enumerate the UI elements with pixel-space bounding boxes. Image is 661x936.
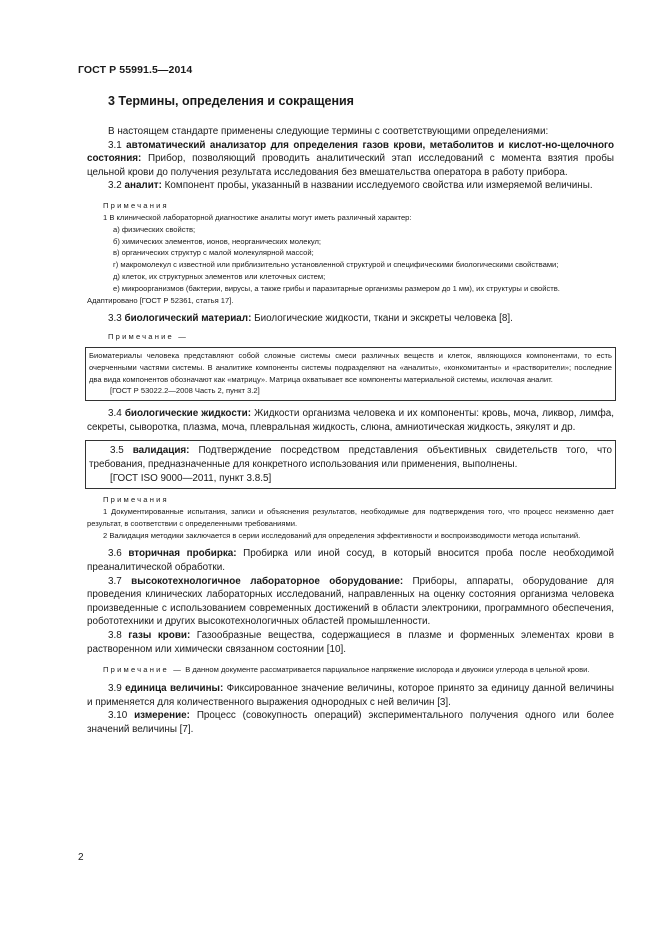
term-name: единица величины: [125, 683, 224, 695]
note-subitem: д) клеток, их структурных элементов или клеточных систем; [113, 271, 326, 281]
note-adapted: Адаптировано [ГОСТ Р 52361, статья 17]. [87, 295, 234, 305]
term-name: измерение: [134, 710, 190, 722]
note-subitem: б) химических элементов, ионов, неорганических молекул; [113, 236, 322, 246]
term-3-8 [87, 629, 614, 656]
term-3-6 [87, 547, 614, 574]
notes-title: Примечания [103, 200, 169, 210]
definition-box [85, 440, 616, 489]
term-definition: Биологические жидкости, ткани и экскреты человека [8]. [254, 313, 513, 325]
note-text: Биоматериалы человека представляют собой сложные системы смеси различных веществ и клеток, являющихся компонентами, то есть очерченными частями системы. В аналитике компоненты системы подразделяют на «аналиты», «конкомитанты» и «растворители»; последние два вида компонентов обозначают как «матрицу». Матрица охватывает все компоненты материальной системы, исключая аналит. [89, 350, 612, 384]
term-number: 3.2 [108, 180, 122, 192]
intro-paragraph: В настоящем стандарте применены следующие термины с соответствующими определениями: [108, 126, 549, 137]
term-3-5 [89, 444, 612, 471]
note-title: Примечание — [103, 665, 184, 675]
term-name: биологические жидкости: [124, 408, 252, 420]
term-number: 3.4 [108, 408, 122, 420]
term-reference: [ГОСТ ISO 9000—2011, пункт 3.8.5] [110, 472, 272, 484]
page-content [87, 94, 614, 736]
term-number: 3.3 [108, 313, 122, 325]
term-number: 3.7 [108, 575, 122, 587]
note-subitem: а) физических свойств; [113, 224, 196, 234]
term-number: 3.5 [110, 445, 124, 457]
page-number: 2 [78, 852, 84, 863]
term-name: аналит: [124, 180, 162, 192]
term-3-3 [87, 312, 614, 326]
term-definition: Фиксированное значение величины, которое принято за единицу данной величины и применяется для количественного выражения однородных с ней величин [3]. [87, 683, 614, 708]
term-name: вторичная пробирка: [128, 548, 237, 560]
term-3-2 [87, 179, 614, 193]
term-definition: Жидкости организма человека и их компоненты: кровь, моча, ликвор, лимфа, секреты, сыворотка, плазма, моча, плевральная жидкость, слюна, амниотическая жидкость, эякулят и др. [87, 408, 615, 433]
note-subitem: г) макромолекул с известной или приблизительно установленной структурой и специфическими биологическими свойствами; [113, 260, 559, 270]
note-3-8 [87, 664, 614, 676]
note-text: В данном документе рассматривается парциальное напряжение кислорода и двуокиси углерода в цельной крови. [185, 665, 590, 675]
term-definition: Прибор, позволяющий проводить аналитический этап исследований с момента взятия пробы цельной крови до получения результата исследования без вмешательства оператора в работу прибора. [87, 153, 614, 178]
term-name: газы крови: [128, 630, 191, 642]
term-number: 3.10 [108, 710, 128, 722]
term-definition: Компонент пробы, указанный в названии исследуемого свойства или измеряемой величины. [164, 180, 593, 192]
term-definition: Газообразные вещества, содержащиеся в плазме и форменных элементах крови в растворенном или химически связанном состоянии [10]. [87, 630, 614, 655]
term-number: 3.9 [108, 683, 122, 695]
term-definition: Процесс (совокупность операций) экспериментального получения одного или более значений величины [7]. [87, 710, 614, 735]
note-item: 1 В клинической лабораторной диагностике аналиты могут иметь различный характер: [103, 212, 412, 222]
term-name: высокотехнологичное лабораторное оборудование: [131, 575, 404, 587]
term-3-10 [87, 709, 614, 736]
term-3-7 [87, 575, 614, 629]
term-3-4 [87, 407, 614, 434]
section-title: 3 Термины, определения и сокращения [108, 94, 354, 108]
note-reference: [ГОСТ Р 53022.2—2008 Часть 2, пункт 3.2] [110, 386, 260, 396]
term-3-9 [87, 682, 614, 709]
notes-title: Примечания [103, 495, 169, 505]
term-number: 3.6 [108, 548, 122, 560]
note-item: 2 Валидация методики заключается в серии исследований для определения эффективности и воспроизводимости метода испытаний. [103, 530, 581, 540]
term-number: 3.1 [108, 139, 122, 151]
notes-3-2 [87, 201, 614, 306]
term-name: биологический материал: [124, 313, 252, 325]
term-number: 3.8 [108, 630, 122, 642]
term-name: автоматический анализатор для определения газов крови, метаболитов и кислот-но-щелочного состояния: [87, 139, 615, 165]
term-definition: Приборы, аппараты, оборудование для проведения клинических лабораторных исследований, направленных на оценку состояния организма человека произведенные с использованием современных достижений в области электроники, программного обеспечения, робототехники и других высокотехнологичных областей промышленности. [87, 575, 614, 628]
note-subitem: в) органических структур с малой молекулярной массой; [113, 248, 314, 258]
document-header: ГОСТ Р 55991.5—2014 [78, 64, 193, 76]
term-definition: Пробирка или иной сосуд, в который вносится проба после необходимой преаналитической обработки. [87, 548, 614, 574]
note-subitem: е) микроорганизмов (бактерии, вирусы, а также грибы и паразитарные организмы размером до 1 мм), их структуры и свойств. [113, 283, 560, 293]
note-box [85, 347, 616, 401]
term-definition: Подтверждение посредством представления объективных свидетельств того, что требования, предназначенные для конкретного использования или применения, выполнены. [89, 445, 612, 470]
notes-3-5 [87, 495, 614, 541]
term-name: валидация: [132, 445, 190, 457]
note-item: 1 Документированные испытания, записи и объяснения результатов, необходимые для подтверждения того, что процесс неизменно дает результат, в соответствии с определенными требованиями. [87, 507, 614, 528]
note-title: Примечание — [108, 331, 189, 341]
term-3-1 [87, 139, 614, 180]
